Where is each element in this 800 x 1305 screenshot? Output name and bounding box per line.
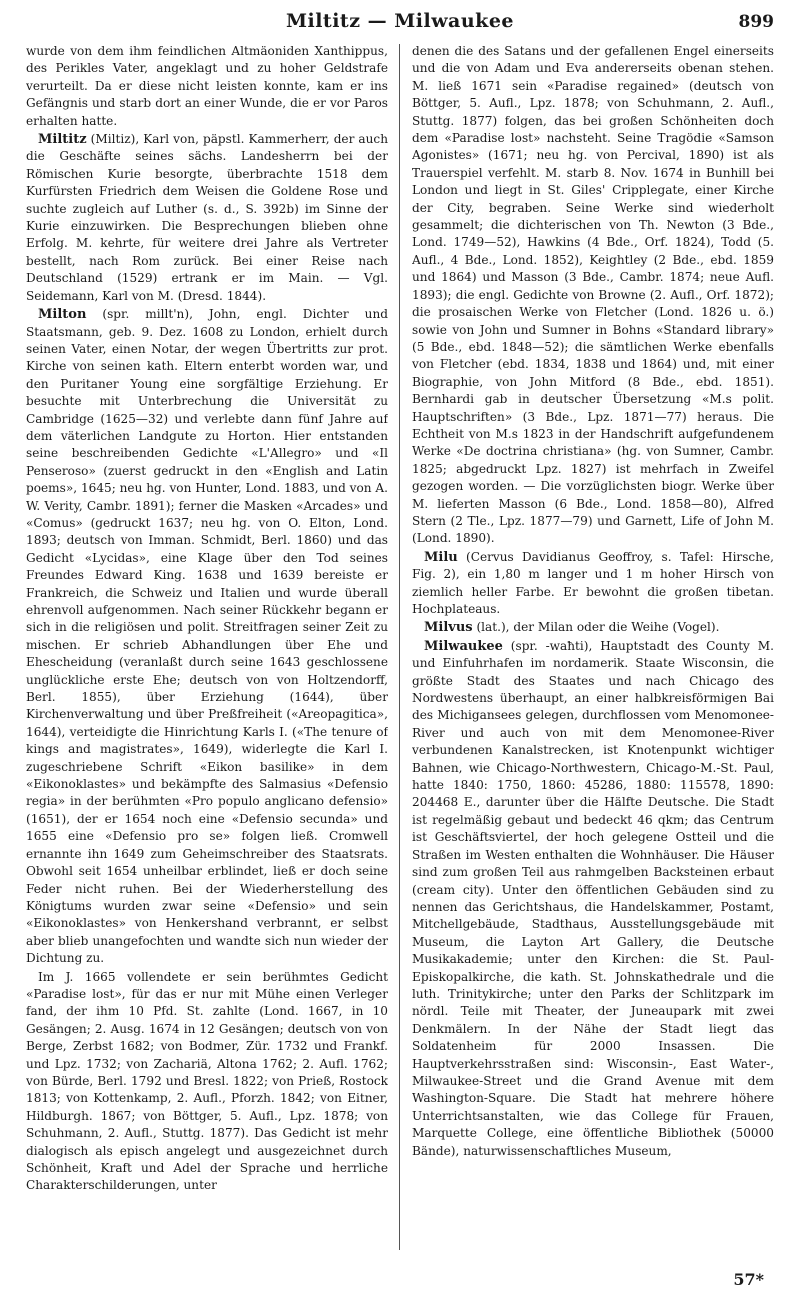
page-header	[26, 8, 774, 38]
dictionary-entry	[26, 43, 388, 130]
entry-headword: Milvus	[424, 620, 473, 636]
entry-text: wurde von dem ihm feindlichen Altmäoniden Xanthippus, des Perikles Vater, angeklagt und zu hoher Geldstrafe verurteilt. Da er diese nicht leisten konnte, kam er ins Gefängnis und starb dort an einer Wunde, die er vor Paros erhalten hatte.	[26, 44, 388, 128]
running-title: Miltitz — Milwaukee	[285, 10, 515, 32]
entry-text: denen die des Satans und der gefallenen Engel einerseits und die von Adam und Eva andererseits obenan stehen. M. ließ 1671 sein «Paradise regained» (deutsch von Böttger, 5. Aufl., Lpz. 1878; von Schuhmann, 2. Aufl., Stuttg. 1877) folgen, das bei großen Schönheiten doch dem «Paradise lost» nachsteht. Seine Tragödie «Samson Agonistes» (1671; neu hg. von Percival, 1890) ist als Trauerspiel verfehlt. M. starb 8. Nov. 1674 in Bunhill bei London und liegt in St. Giles' Cripplegate, einer Kirche der City, begraben. Seine Werke sind wiederholt gesammelt; die dichterischen von Th. Newton (3 Bde., Lond. 1749—52), Hawkins (4 Bde., Orf. 1824), Todd (5. Aufl., 4 Bde., Lond. 1852), Keightley (2 Bde., ebd. 1859 und 1864) und Masson (3 Bde., Cambr. 1874; neue Aufl. 1893); die engl. Gedichte von Browne (2. Aufl., Orf. 1872); die prosaischen Werke von Fletcher (Lond. 1826 u. ö.) sowie von John und Sumner in Bohns «Standard library» (5 Bde., ebd. 1848—52); die sämtlichen Werke ebenfalls von Fletcher (ebd. 1834, 1838 und 1864) und, mit einer Biographie, von John Mitford (8 Bde., ebd. 1851). Bernhardi gab in deutscher Übersetzung «M.s polit. Hauptschriften» (3 Bde., Lpz. 1871—77) heraus. Die Echtheit von M.s 1823 in der Handschrift aufgefundenem Werke «De doctrina christiana» (hg. von Sumner, Cambr. 1825; abgedruckt Lpz. 1827) ist mehrfach in Zweifel gezogen worden. — Die vorzüglichsten biogr. Werke über M. lieferten Masson (6 Bde., Lond. 1858—80), Alfred Stern (2 Tle., Lpz. 1877—79) und Garnett, Life of John M. (Lond. 1890).	[412, 44, 774, 546]
entry-text: (lat.), der Milan oder die Weihe (Vogel).	[476, 620, 720, 635]
entry-headword: Milwaukee	[424, 638, 503, 654]
dictionary-entry	[412, 638, 774, 1160]
dictionary-entry	[26, 969, 388, 1195]
entry-text: Im J. 1665 vollendete er sein berühmtes Gedicht «Paradise lost», für das er nur mit Mühe einen Verleger fand, der ihm 10 Pfd. St. zahlte (Lond. 1667, in 10 Gesängen; 2. Ausg. 1674 in 12 Gesängen; deutsch von von Berge, Zerbst 1682; von Bodmer, Zür. 1732 und Frankf. und Lpz. 1732; von Zachariä, Altona 1762; 2. Aufl. 1762; von Bürde, Berl. 1792 und Bresl. 1822; von Prieß, Rostock 1813; von Kottenkamp, 2. Aufl., Pforzh. 1842; von Eitner, Hildburgh. 1867; von Böttger, 5. Aufl., Lpz. 1878; von Schuhmann, 2. Aufl., Stuttg. 1877). Das Gedicht ist mehr dialogisch als episch angelegt und ausgezeichnet durch Schönheit, Kraft und Adel der Sprache und herrliche Charakterschilderungen, unter	[26, 969, 388, 1193]
page-number: 899	[738, 12, 774, 32]
entry-headword: Milu	[424, 549, 458, 565]
entry-headword: Miltitz	[38, 132, 87, 148]
dictionary-entry	[412, 549, 774, 619]
column-divider	[399, 44, 400, 1250]
sheet-signature: 57*	[733, 1270, 764, 1289]
dictionary-entry	[412, 619, 774, 636]
entry-text: (spr. -waħti), Hauptstadt des County M. und Einfuhrhafen im nordamerik. Staate Wisconsin, die größte Stadt des Staates und nach Chicago des Nordwestens überhaupt, an einer halbkreisförmigen Bai des Michigansees gelegen, durchflossen vom Menomonee-River und auch von mit dem Menomonee-River verbundenen Kanalstrecken, ist Knotenpunkt wichtiger Bahnen, wie Chicago-Northwestern, Chicago-M.-St. Paul, hatte 1840: 1750, 1860: 45286, 1880: 115578, 1890: 204468 E., darunter über die Hälfte Deutsche. Die Stadt ist regelmäßig gebaut und bedeckt 46 qkm; das Centrum ist Geschäftsviertel, der hoch gelegene Ostteil und die Straßen im Westen enthalten die Wohnhäuser. Die Häuser sind zum großen Teil aus rahmgelben Backsteinen erbaut (cream city). Unter den öffentlichen Gebäuden sind zu nennen das Gerichtshaus, die Handelskammer, Postamt, Mitchellgebäude, Stadthaus, Ausstellungsgebäude mit Museum, die Layton Art Gallery, die Deutsche Musikakademie; unter den Kirchen: die St. Paul-Episkopalkirche, die kath. St. Johnskathedrale und die luth. Trinitykirche; unter den Parks der Schlitzpark im nördl. Teile mit Theater, der Juneaupark mit zwei Denkmälern. In der Nähe der Stadt liegt das Soldatenheim für 2000 Insassen. Die Hauptverkehrsstraßen sind: Wisconsin-, East Water-, Milwaukee-Street und die Grand Avenue mit dem Washington-Square. Die Stadt hat mehrere höhere Unterrichtsanstalten, wie das College für Frauen, Marquette College, eine öffentliche Bibliothek (50000 Bände), naturwissenschaftliches Museum,	[412, 638, 774, 1158]
entry-text: (Miltiz), Karl von, päpstl. Kammerherr, der auch die Geschäfte seines sächs. Landesherrn bei der Römischen Kurie besorgte, überbrachte 1518 dem Kurfürsten Friedrich dem Weisen die Goldene Rose und suchte zugleich auf Luther (s. d., S. 392b) im Sinne der Kurie einzuwirken. Die Besprechungen blieben ohne Erfolg. M. kehrte, für weitere drei Jahre als Vertreter bestellt, nach Rom zurück. Bei einer Reise nach Deutschland (1529) ertrank er im Main. — Vgl. Seidemann, Karl von M. (Dresd. 1844).	[26, 132, 388, 303]
entry-text: (spr. millt'n), John, engl. Dichter und Staatsmann, geb. 9. Dez. 1608 zu London, erhielt durch seinen Vater, einen Notar, der wegen Übertritts zur prot. Kirche von seinen kath. Eltern enterbt worden war, und den Puritaner Young eine sorgfältige Erziehung. Er besuchte mit Unterbrechung die Universität zu Cambridge (1625—32) und verlebte dann fünf Jahre auf dem väterlichen Landgute zu Horton. Hier entstanden seine beschreibenden Gedichte «L'Allegro» und «Il Penseroso» (zuerst gedruckt in den «English and Latin poems», 1645; neu hg. von Hunter, Lond. 1883, und von A. W. Verity, Cambr. 1891); ferner die Masken «Arcades» und «Comus» (gedruckt 1637; neu hg. von O. Elton, Lond. 1893; deutsch von Imman. Schmidt, Berl. 1860) und das Gedicht «Lycidas», eine Klage über den Tod seines Freundes Edward King. 1638 und 1639 bereiste er Frankreich, die Schweiz und Italien und wurde überall ehrenvoll aufgenommen. Nach seiner Rückkehr begann er sich in die religiösen und polit. Streitfragen seiner Zeit zu mischen. Er schrieb Abhandlungen über Ehe und Ehescheidung (veranlaßt durch seine 1643 geschlossene unglückliche erste Ehe; deutsch von von Holtzendorff, Berl. 1855), über Erziehung (1644), über Kirchenverwaltung und über Preßfreiheit («Areopagitica», 1644), verteidigte die Hinrichtung Karls I. («The tenure of kings and magistrates», 1649), widerlegte die Karl I. zugeschriebene Schrift «Eikon basilike» in dem «Eikonoklastes» und bekämpfte des Salmasius «Defensio regia» in der berühmten «Pro populo anglicano defensio» (1651), der er 1654 noch eine «Defensio secunda» und 1655 eine «Defensio pro se» folgen ließ. Cromwell ernannte ihn 1649 zum Geheimschreiber des Staatsrats. Obwohl seit 1654 unheilbar erblindet, ließ er doch seine Feder nicht ruhen. Bei der Wiederherstellung des Königtums wurden zwar seine «Defensio» und sein «Eikonoklastes» von Henkershand verbrannt, er selbst aber blieb unangefochten und wandte sich nun wieder der Dichtung zu.	[26, 307, 388, 966]
dictionary-entry	[26, 306, 388, 967]
dictionary-entry	[26, 131, 388, 305]
left-column	[26, 43, 388, 1253]
dictionary-entry	[412, 43, 774, 548]
entry-headword: Milton	[38, 307, 87, 323]
right-column	[412, 43, 774, 1253]
entry-text: (Cervus Davidianus Geoffroy, s. Tafel: Hirsche, Fig. 2), ein 1,80 m langer und 1 m hoher Hirsch von ziemlich heller Farbe. Er bewohnt die großen tibetan. Hochplateaus.	[412, 549, 774, 616]
